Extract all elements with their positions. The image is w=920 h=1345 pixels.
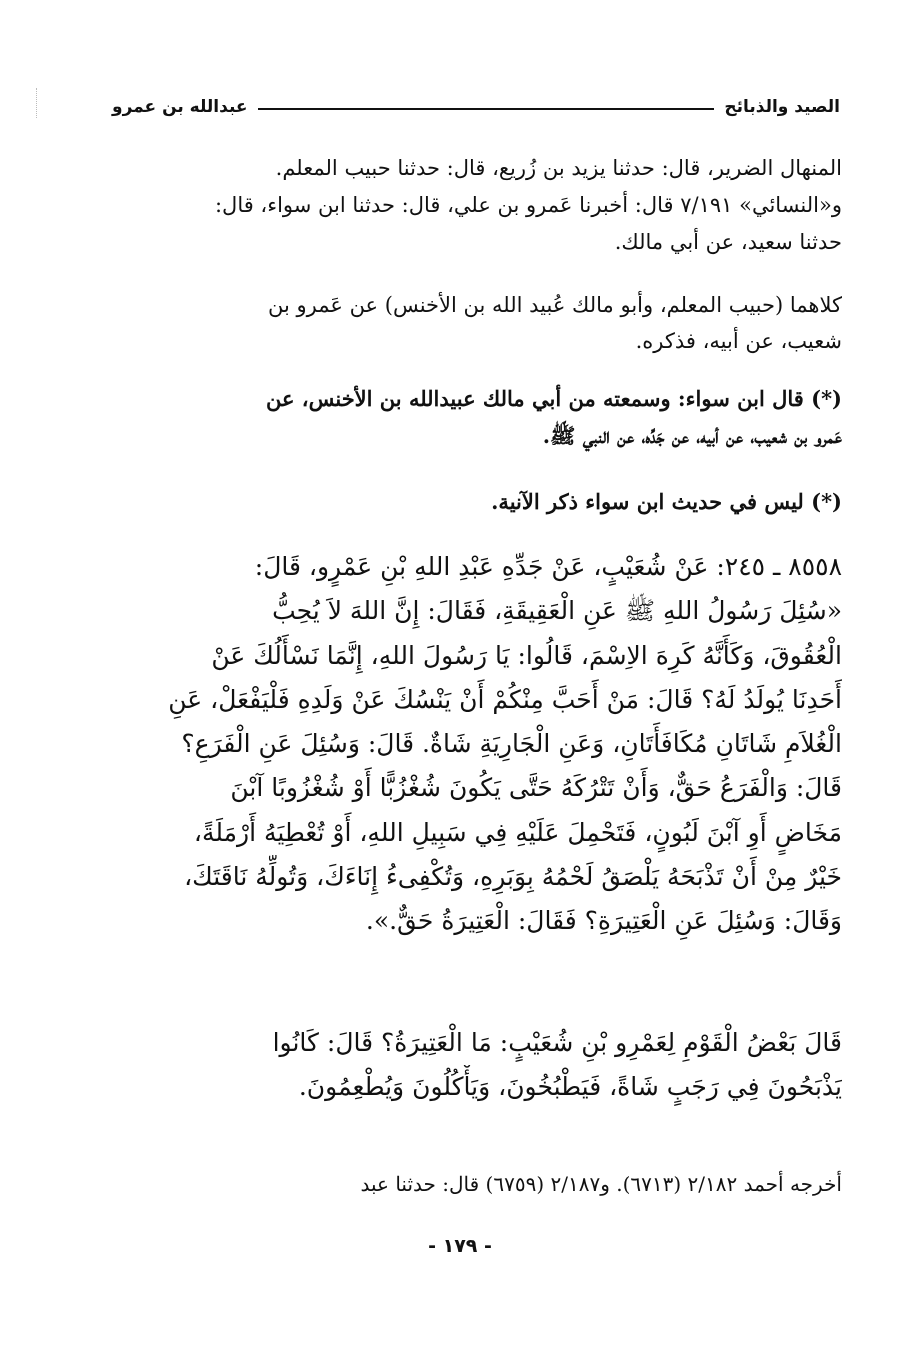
header-companion-name: عبدالله بن عمرو [112, 97, 248, 117]
isnad-paragraph-1 [112, 150, 842, 261]
isnad-paragraph-2 [112, 287, 842, 359]
hadith-line: قَالَ بَعْضُ الْقَوْمِ لِعَمْرِو بْنِ شُعَيْبٍ: مَا الْعَتِيرَةُ؟ قَالَ: كَانُوا [272, 1028, 842, 1057]
scan-margin-marks [36, 88, 39, 118]
text-line: و«النسائي» ٧/١٩١ قال: أخبرنا عَمرو بن علي، قال: حدثنا ابن سواء، قال: [214, 193, 842, 217]
running-header [112, 92, 840, 122]
text-line: (*) قال ابن سواء: وسمعته من أبي مالك عبيدالله بن الأخنس، عن [265, 386, 842, 411]
hadith-line: خَيْرٌ مِنْ أَنْ تَذْبَحَهُ يَلْصَقُ لَحْمُهُ بِوَبَرِهِ، وَتُكْفِىءُ إِنَاءَكَ، وَتُولِّهُ نَاقَتَكَ، [184, 862, 842, 892]
hadith-line: الْعُقُوقَ، وَكَأَنَّهُ كَرِهَ الاِسْمَ، قَالُوا: يَا رَسُولَ اللهِ، إِنَّمَا نَسْأَلُكَ عَنْ [211, 640, 842, 670]
hadith-line: أَحَدِنَا يُولَدُ لَهُ؟ قَالَ: مَنْ أَحَبَّ مِنْكُمْ أَنْ يَنْسُكَ عَنْ وَلَدِهِ فَلْيَفْعَلْ، عَنِ [168, 684, 842, 714]
note-paragraph-1 [112, 380, 842, 454]
hadith-line: قَالَ: وَالْفَرَعُ حَقٌّ، وَأَنْ تَتْرُكَهُ حَتَّى يَكُونَ شُغْزُبًّا أَوْ شُغْزُوبًا آبْنَ [230, 773, 842, 803]
hadith-text [112, 545, 842, 944]
text-line: كلاهما (حبيب المعلم، وأبو مالك عُبيد الله بن الأخنس) عن عَمرو بن [267, 293, 842, 317]
page-number: - ١٧٩ - [428, 1235, 492, 1257]
text-line: (*) ليس في حديث ابن سواء ذكر الآنية. [491, 489, 842, 514]
header-chapter-title: الصيد والذبائح [724, 97, 840, 117]
note-paragraph-2 [112, 484, 842, 520]
text-line: شعيب، عن أبيه، فذكره. [635, 329, 842, 353]
hadith-line: يَذْبَحُونَ فِي رَجَبٍ شَاةً، فَيَطْبُخُونَ، وَيَأْكُلُونَ وَيُطْعِمُونَ. [298, 1072, 842, 1101]
text-line: حدثنا سعيد، عن أبي مالك. [614, 230, 842, 254]
hadith-line: «سُئِلَ رَسُولُ اللهِ ﷺ عَنِ الْعَقِيقَةِ، فَقَالَ: إِنَّ اللهَ لاَ يُحِبُّ [272, 596, 842, 626]
hadith-line: ٨٥٥٨ ـ ٢٤٥: عَنْ شُعَيْبٍ، عَنْ جَدِّهِ عَبْدِ اللهِ بْنِ عَمْرٍو، قَالَ: [254, 552, 842, 581]
hadith-line: مَخَاضٍ أَوِ آبْنَ لَبُونٍ، فَتَحْمِلَ عَلَيْهِ فِي سَبِيلِ اللهِ، أَوْ تُعْطِيَهُ أَرْمَلَةً، [193, 817, 842, 847]
header-rule [258, 108, 715, 110]
text-line: عَمرو بن شعيب، عن أبيه، عن جَدِّه، عن النبي ﷺ. [542, 423, 842, 448]
text-line: المنهال الضرير، قال: حدثنا يزيد بن زُريع، قال: حدثنا حبيب المعلم. [275, 156, 842, 180]
hadith-line: وَقَالَ: وَسُئِلَ عَنِ الْعَتِيرَةِ؟ فَقَالَ: الْعَتِيرَةُ حَقٌّ.». [365, 906, 842, 936]
hadith-line: الْغُلاَمِ شَاتَانِ مُكَافَأَتَانِ، وَعَنِ الْجَارِيَةِ شَاةٌ. قَالَ: وَسُئِلَ عَنِ الْفَرَعِ؟ [181, 729, 842, 759]
text-line: أخرجه أحمد ٢/١٨٢ (٦٧١٣). و٢/١٨٧ (٦٧٥٩) قال: حدثنا عبد [360, 1172, 842, 1196]
takhrij-footnote [112, 1166, 842, 1202]
hadith-explanation [112, 1021, 842, 1109]
